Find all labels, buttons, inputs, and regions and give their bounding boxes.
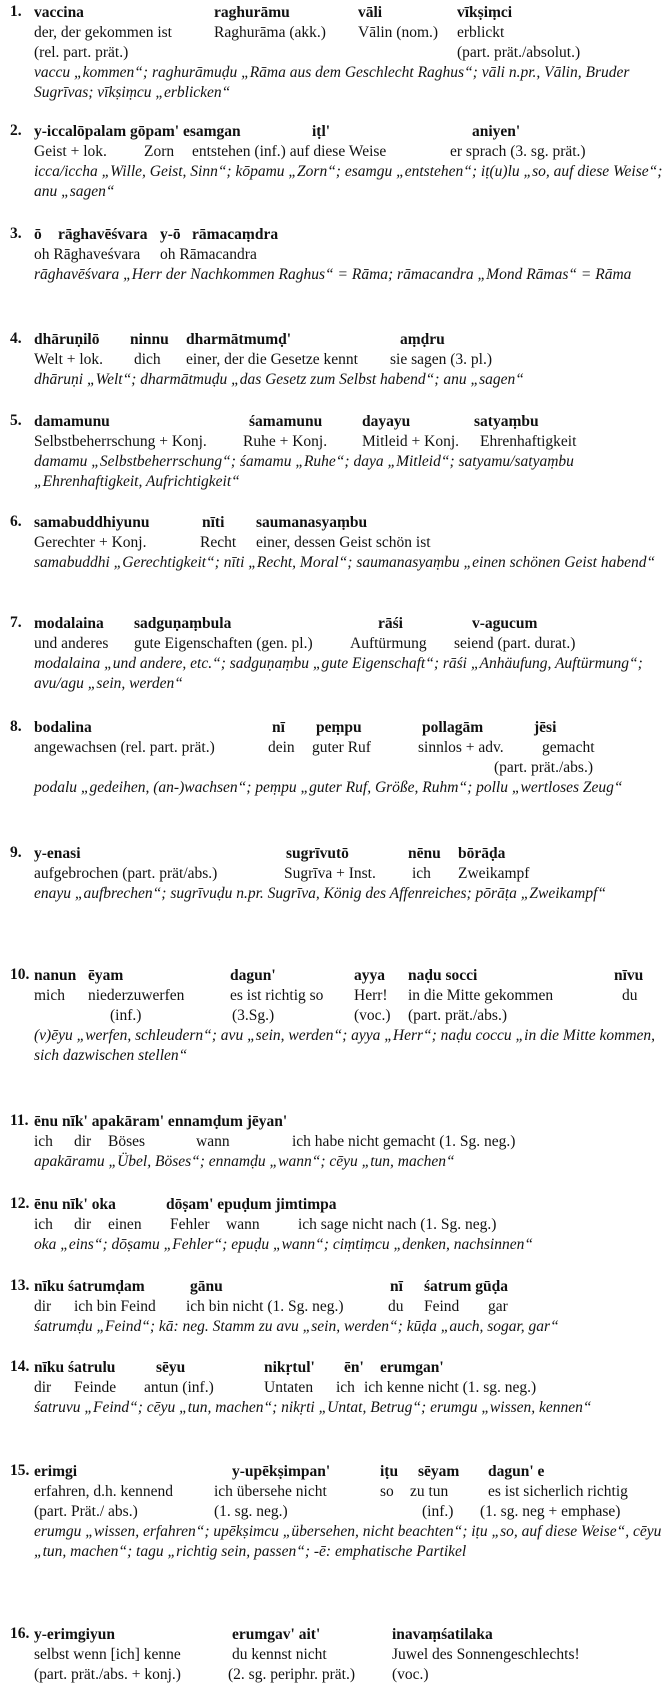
entry-number: 4. bbox=[10, 330, 22, 347]
telugu-word: ēnu nīk' oka bbox=[34, 1196, 116, 1213]
entry-3 bbox=[10, 225, 666, 285]
note: vaccu „kommen“; raghurāmuḍu „Rāma aus dem Geschlecht Raghus“; vāli n.pr., Vālin, Bruder Sugrīvas; vīkṣiṃcu „erblicken“ bbox=[34, 64, 630, 101]
gloss: ich sage nicht nach (1. Sg. neg.) bbox=[298, 1216, 497, 1233]
gloss: Untaten bbox=[264, 1379, 314, 1396]
telugu-word: y-ō bbox=[160, 226, 181, 243]
gloss: Ehrenhaftigkeit bbox=[480, 433, 577, 450]
telugu-word: sadguṇaṃbula bbox=[134, 615, 232, 632]
gloss: Welt + lok. bbox=[34, 351, 104, 368]
gloss: dir bbox=[34, 1379, 52, 1396]
telugu-word: peṃpu bbox=[316, 719, 362, 736]
gloss: guter Ruf bbox=[312, 739, 371, 756]
gloss: seiend (part. durat.) bbox=[454, 635, 576, 652]
gloss: Selbstbeherrschung + Konj. bbox=[34, 433, 207, 450]
entry-9 bbox=[10, 844, 666, 904]
note: damamu „Selbstbeherrschung“; śamamu „Ruhe“; daya „Mitleid“; satyamu/satyaṃbu „Ehrenhaftigkeit, Aufrichtigkeit“ bbox=[34, 453, 574, 490]
telugu-word: samabuddhiyunu bbox=[34, 514, 150, 531]
gloss: dir bbox=[34, 1298, 52, 1315]
gloss: Sugrīva + Inst. bbox=[284, 865, 376, 882]
gloss: Auftürmung bbox=[350, 635, 427, 652]
entry-number: 8. bbox=[10, 718, 22, 735]
telugu-word: nī bbox=[272, 719, 285, 736]
telugu-word: raghurāmu bbox=[214, 4, 290, 21]
gloss: Feinde bbox=[74, 1379, 117, 1396]
gloss: Zorn bbox=[144, 143, 175, 160]
gloss: ich kenne nicht (1. sg. neg.) bbox=[364, 1379, 537, 1396]
gloss: angewachsen (rel. part. prät.) bbox=[34, 739, 215, 756]
entry-5 bbox=[10, 412, 666, 492]
note: rāghavēśvara „Herr der Nachkommen Raghus“ = Rāma; rāmacandra „Mond Rāmas“ = Rāma bbox=[34, 266, 632, 283]
gloss: (voc.) bbox=[354, 1007, 391, 1024]
gloss: du bbox=[388, 1298, 404, 1315]
entry-number: 10. bbox=[10, 966, 30, 983]
gloss: Ruhe + Konj. bbox=[243, 433, 328, 450]
telugu-word: vīkṣiṃci bbox=[457, 4, 513, 21]
entry-number: 15. bbox=[10, 1462, 30, 1479]
telugu-word: jēsi bbox=[534, 719, 557, 736]
gloss: (inf.) bbox=[422, 1503, 454, 1520]
gloss: Zweikampf bbox=[458, 865, 530, 882]
gloss: (1. sg. neg.) bbox=[214, 1503, 288, 1520]
entry-12 bbox=[10, 1195, 666, 1255]
telugu-word: gānu bbox=[190, 1278, 223, 1295]
gloss: oh Rāghaveśvara bbox=[34, 246, 141, 263]
entry-number: 11. bbox=[10, 1112, 29, 1129]
telugu-word: aṃḍru bbox=[400, 331, 445, 348]
entry-8 bbox=[10, 718, 666, 798]
telugu-word: ō bbox=[34, 226, 42, 243]
telugu-word: y-upēkṣimpan' bbox=[232, 1463, 331, 1480]
gloss: dir bbox=[74, 1216, 92, 1233]
entry-number: 3. bbox=[10, 225, 22, 242]
gloss: gar bbox=[488, 1298, 508, 1315]
telugu-word: naḍu socci bbox=[408, 967, 478, 984]
gloss: dir bbox=[74, 1133, 92, 1150]
gloss: (1. sg. neg + emphase) bbox=[480, 1503, 621, 1520]
gloss: einer, der die Gesetze kennt bbox=[186, 351, 358, 368]
telugu-word: nīku śatrumḍam bbox=[34, 1278, 145, 1295]
gloss: selbst wenn [ich] kenne bbox=[34, 1646, 181, 1663]
telugu-word: iṭu bbox=[380, 1463, 399, 1480]
gloss: (rel. part. prät.) bbox=[34, 44, 129, 61]
entry-13 bbox=[10, 1277, 666, 1337]
gloss: erfahren, d.h. kennend bbox=[34, 1483, 174, 1500]
gloss: der, der gekommen ist bbox=[34, 24, 172, 41]
gloss: Feind bbox=[424, 1298, 460, 1315]
telugu-word: dhāruṇilō bbox=[34, 331, 100, 348]
note: śatruvu „Feind“; cēyu „tun, machen“; nikṛti „Untat, Betrug“; erumgu „wissen, kennen“ bbox=[34, 1399, 592, 1416]
note: apakāramu „Übel, Böses“; ennamḍu „wann“; cēyu „tun, machen“ bbox=[34, 1153, 455, 1170]
entry-number: 2. bbox=[10, 122, 22, 139]
entry-16 bbox=[10, 1625, 666, 1685]
telugu-word: satyaṃbu bbox=[474, 413, 539, 430]
telugu-word: rāghavēśvara bbox=[58, 226, 148, 243]
entry-number: 12. bbox=[10, 1195, 30, 1212]
gloss: antun (inf.) bbox=[144, 1379, 214, 1396]
gloss: (part. prät./abs.) bbox=[408, 1007, 507, 1024]
gloss: (part. prät./abs.) bbox=[494, 759, 593, 776]
gloss: Vālin (nom.) bbox=[358, 24, 439, 41]
note: śatrumḍu „Feind“; kā: neg. Stamm zu avu „sein, werden“; kūḍa „auch, sogar, gar“ bbox=[34, 1318, 559, 1335]
telugu-word: erumgan' bbox=[380, 1359, 444, 1376]
note: samabuddhi „Gerechtigkeit“; nīti „Recht, Moral“; saumanasyaṃbu „einen schönen Geist habend“ bbox=[34, 554, 656, 571]
entry-7 bbox=[10, 614, 666, 694]
entry-14 bbox=[10, 1358, 666, 1418]
telugu-word: vāli bbox=[358, 4, 383, 21]
gloss: Juwel des Sonnengeschlechts! bbox=[392, 1646, 580, 1663]
entry-number: 6. bbox=[10, 513, 22, 530]
note: podalu „gedeihen, (an-)wachsen“; peṃpu „guter Ruf, Größe, Ruhm“; pollu „wertloses Zeug“ bbox=[34, 779, 623, 796]
telugu-word: rāmacaṃdra bbox=[192, 226, 279, 243]
telugu-word: śatrum gūḍa bbox=[424, 1278, 508, 1295]
telugu-word: sēyam bbox=[418, 1463, 460, 1480]
telugu-word: erumgav' ait' bbox=[232, 1626, 321, 1643]
telugu-word: bodalina bbox=[34, 719, 92, 736]
gloss: Recht bbox=[200, 534, 237, 551]
entry-4 bbox=[10, 330, 666, 390]
telugu-word: y-iccalōpalam gōpam' esamgan bbox=[34, 123, 241, 140]
telugu-word: dharmātmumḍ' bbox=[186, 331, 292, 348]
gloss: ich habe nicht gemacht (1. Sg. neg.) bbox=[292, 1133, 516, 1150]
telugu-word: ēyam bbox=[88, 967, 124, 984]
telugu-word: v-agucum bbox=[472, 615, 538, 632]
gloss: gute Eigenschaften (gen. pl.) bbox=[134, 635, 313, 652]
gloss: es ist richtig so bbox=[230, 987, 324, 1004]
telugu-word: nīti bbox=[202, 514, 225, 531]
telugu-word: nīku śatrulu bbox=[34, 1359, 116, 1376]
gloss: sinnlos + adv. bbox=[418, 739, 504, 756]
telugu-word: śamamunu bbox=[249, 413, 323, 430]
gloss: ich bbox=[412, 865, 431, 882]
gloss: einer, dessen Geist schön ist bbox=[256, 534, 431, 551]
gloss: zu tun bbox=[410, 1483, 449, 1500]
telugu-word: bōrāḍa bbox=[458, 845, 506, 862]
entry-1 bbox=[10, 3, 666, 103]
gloss: ich bin Feind bbox=[74, 1298, 156, 1315]
telugu-word: dayayu bbox=[362, 413, 411, 430]
telugu-word: nanun bbox=[34, 967, 77, 984]
gloss: in die Mitte gekommen bbox=[408, 987, 554, 1004]
gloss: Gerechter + Konj. bbox=[34, 534, 147, 551]
gloss: (inf.) bbox=[110, 1007, 142, 1024]
telugu-word: modalaina bbox=[34, 615, 104, 632]
gloss: ich bbox=[336, 1379, 355, 1396]
gloss: Geist + lok. bbox=[34, 143, 107, 160]
gloss: (3.Sg.) bbox=[232, 1007, 275, 1024]
telugu-word: dagun' bbox=[230, 967, 276, 984]
gloss: wann bbox=[196, 1133, 230, 1150]
telugu-word: inavaṃśatilaka bbox=[392, 1626, 493, 1643]
gloss: du kennst nicht bbox=[232, 1646, 327, 1663]
gloss: (part. Prät./ abs.) bbox=[34, 1503, 138, 1520]
entry-10 bbox=[10, 966, 666, 1066]
gloss: mich bbox=[34, 987, 65, 1004]
entry-number: 16. bbox=[10, 1625, 30, 1642]
note: icca/iccha „Wille, Geist, Sinn“; kōpamu „Zorn“; esamgu „entstehen“; iṭ(u)lu „so, auf diese Weise“; anu „sagen“ bbox=[34, 163, 663, 200]
entry-number: 13. bbox=[10, 1277, 30, 1294]
telugu-word: nīvu bbox=[614, 967, 644, 984]
gloss: es ist sicherlich richtig bbox=[488, 1483, 628, 1500]
gloss: er sprach (3. sg. prät.) bbox=[450, 143, 586, 160]
note: dhāruṇi „Welt“; dharmātmuḍu „das Gesetz zum Selbst habend“; anu „sagen“ bbox=[34, 371, 524, 388]
telugu-word: dōṣam' epuḍum jimtimpa bbox=[166, 1196, 337, 1213]
note: modalaina „und andere, etc.“; sadguṇaṃbu „gute Eigenschaft“; rāśi „Anhäufung, Auftürmung“; avu/agu „sein, werden“ bbox=[34, 655, 643, 692]
gloss: Böses bbox=[108, 1133, 146, 1150]
telugu-word: saumanasyaṃbu bbox=[256, 514, 368, 531]
gloss: niederzuwerfen bbox=[88, 987, 185, 1004]
telugu-word: sēyu bbox=[156, 1359, 186, 1376]
telugu-word: rāśi bbox=[378, 615, 403, 632]
gloss: erblickt bbox=[457, 24, 505, 41]
gloss: (part. prät./absolut.) bbox=[457, 44, 581, 61]
gloss: Herr! bbox=[354, 987, 388, 1004]
gloss: Fehler bbox=[170, 1216, 210, 1233]
gloss: aufgebrochen (part. prät/abs.) bbox=[34, 865, 218, 882]
entry-number: 7. bbox=[10, 614, 22, 631]
telugu-word: y-enasi bbox=[34, 845, 81, 862]
note: oka „eins“; dōṣamu „Fehler“; epuḍu „wann“; ciṃtiṃcu „denken, nachsinnen“ bbox=[34, 1236, 533, 1253]
gloss: so bbox=[380, 1483, 394, 1500]
telugu-word: ayya bbox=[354, 967, 385, 984]
gloss: ich bin nicht (1. Sg. neg.) bbox=[186, 1298, 344, 1315]
gloss: sie sagen (3. pl.) bbox=[390, 351, 493, 368]
gloss: Mitleid + Konj. bbox=[362, 433, 460, 450]
gloss: (part. prät./abs. + konj.) bbox=[34, 1666, 181, 1683]
gloss: (2. sg. periphr. prät.) bbox=[228, 1666, 355, 1683]
gloss: dich bbox=[134, 351, 161, 368]
telugu-word: ēn' bbox=[344, 1359, 364, 1376]
telugu-word: damamunu bbox=[34, 413, 110, 430]
telugu-word: aniyen' bbox=[472, 123, 521, 140]
telugu-word: nēnu bbox=[408, 845, 441, 862]
telugu-word: dagun' e bbox=[488, 1463, 545, 1480]
telugu-word: y-erimgiyun bbox=[34, 1626, 115, 1643]
entry-number: 9. bbox=[10, 844, 22, 861]
note: enayu „aufbrechen“; sugrīvuḍu n.pr. Sugrīva, König des Affenreiches; pōrāṭa „Zweikampf“ bbox=[34, 885, 607, 902]
gloss: oh Rāmacandra bbox=[160, 246, 257, 263]
entry-15 bbox=[10, 1462, 666, 1562]
telugu-word: nikṛtul' bbox=[264, 1359, 315, 1376]
gloss: ich bbox=[34, 1133, 53, 1150]
gloss: ich bbox=[34, 1216, 53, 1233]
gloss: und anderes bbox=[34, 635, 109, 652]
telugu-word: erimgi bbox=[34, 1463, 78, 1480]
gloss: einen bbox=[108, 1216, 142, 1233]
telugu-word: pollagām bbox=[422, 719, 484, 736]
entry-6 bbox=[10, 513, 666, 573]
telugu-word: iṭl' bbox=[312, 123, 331, 140]
gloss: Raghurāma (akk.) bbox=[214, 24, 326, 41]
note: erumgu „wissen, erfahren“; upēkṣimcu „übersehen, nicht beachten“; iṭu „so, auf diese Weise“, cēyu „tun, machen“; tagu „richtig sein, passen“; -ē: emphatische Partikel bbox=[34, 1523, 662, 1560]
telugu-word: vaccina bbox=[34, 4, 84, 21]
gloss: gemacht bbox=[542, 739, 595, 756]
telugu-word: ninnu bbox=[130, 331, 169, 348]
gloss: entstehen (inf.) auf diese Weise bbox=[192, 143, 387, 160]
entry-number: 5. bbox=[10, 412, 22, 429]
gloss: wann bbox=[226, 1216, 260, 1233]
entry-2 bbox=[10, 122, 666, 202]
gloss: dein bbox=[268, 739, 295, 756]
entry-number: 14. bbox=[10, 1358, 30, 1375]
note: (v)ēyu „werfen, schleudern“; avu „sein, werden“; ayya „Herr“; naḍu coccu „in die Mitte kommen, sich dazwischen stellen“ bbox=[34, 1027, 656, 1064]
entry-number: 1. bbox=[10, 3, 22, 20]
telugu-word: sugrīvutō bbox=[286, 845, 349, 862]
entry-11 bbox=[10, 1112, 666, 1172]
gloss: du bbox=[622, 987, 638, 1004]
telugu-word: nī bbox=[390, 1278, 403, 1295]
gloss: (voc.) bbox=[392, 1666, 429, 1683]
gloss: ich übersehe nicht bbox=[214, 1483, 327, 1500]
telugu-word: ēnu nīk' apakāram' ennamḍum jēyan' bbox=[34, 1113, 288, 1130]
